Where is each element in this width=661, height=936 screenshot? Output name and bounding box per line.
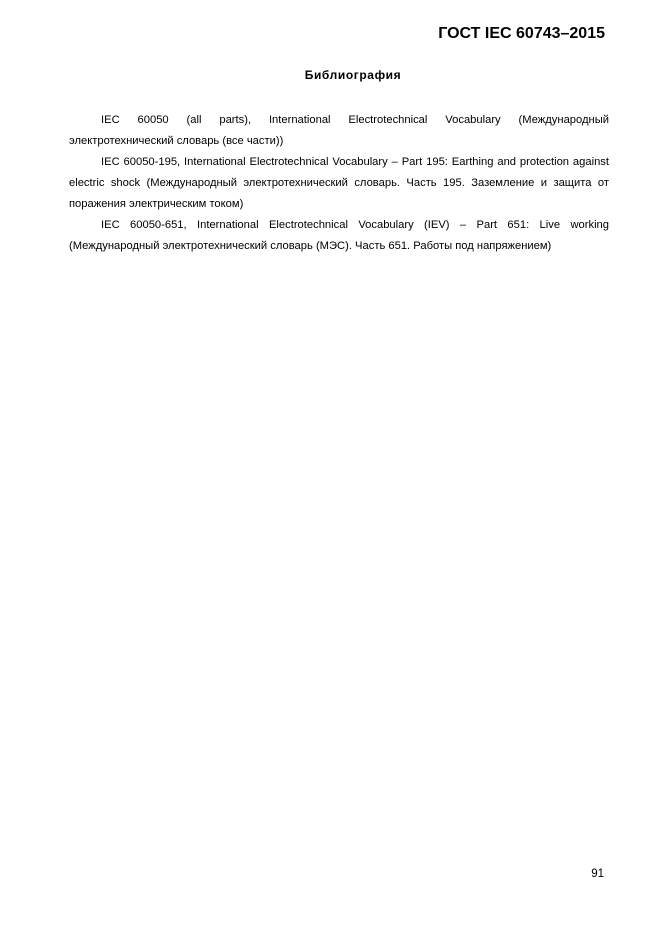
page-number: 91: [591, 868, 604, 880]
document-code: ГОСТ IEC 60743–2015: [438, 25, 605, 42]
bibliography-entry: IEC 60050-651, International Electrotechnical Vocabulary (IEV) – Part 651: Live working (Международный электротехнический словарь (МЭС). Часть 651. Работы под напряжением): [69, 219, 609, 252]
bibliography-entry: IEC 60050 (all parts), International Electrotechnical Vocabulary (Международный электротехнический словарь (все части)): [69, 114, 609, 147]
bibliography-list: [69, 110, 609, 257]
bibliography-entry: IEC 60050-195, International Electrotechnical Vocabulary – Part 195: Earthing and protection against electric shock (Международный электротехнический словарь. Часть 195. Заземление и защита от поражения электрическим током): [69, 156, 609, 210]
section-title: Библиография: [304, 68, 402, 82]
